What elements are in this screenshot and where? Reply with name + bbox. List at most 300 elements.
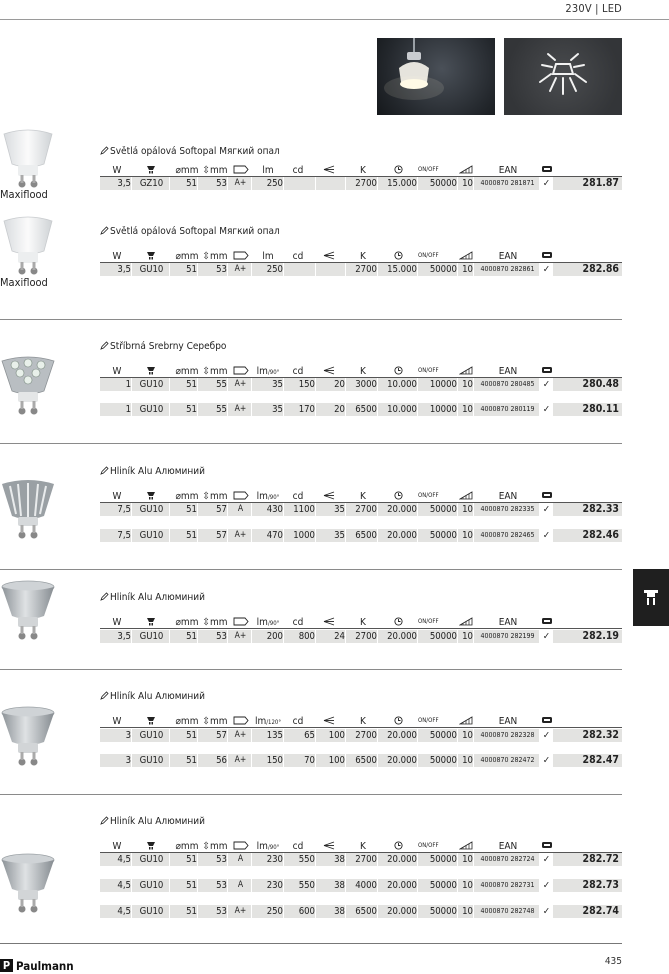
cell-pack: 10 (460, 503, 474, 516)
col-onoff: ON/OFF (418, 717, 439, 724)
cell-dia: 51 (172, 754, 198, 767)
pencil-icon (100, 146, 110, 157)
cell-k: 2700 (348, 853, 378, 866)
cell-k: 6500 (348, 403, 378, 416)
cell-w: 7,5 (100, 529, 132, 542)
cell-ean: 4000870 282748 (476, 905, 540, 918)
cell-ean: 4000870 282328 (476, 729, 540, 742)
cell-check: ✓ (540, 503, 553, 516)
pencil-icon (100, 592, 110, 603)
cell-len: 56 (200, 754, 228, 767)
cell-ean: 4000870 282335 (476, 503, 540, 516)
cell-k: 3000 (348, 378, 378, 391)
cell-cd: 800 (286, 630, 316, 643)
spotlight-icon (633, 569, 669, 626)
col-onoff: ON/OFF (418, 492, 439, 499)
cell-angle: 38 (318, 905, 346, 918)
finish-title (100, 146, 280, 157)
col-onoff: ON/OFF (418, 252, 439, 259)
cell-pack: 10 (460, 905, 474, 918)
col-ean: EAN (498, 617, 518, 628)
cell-dia: 51 (172, 378, 198, 391)
cell-cd: 550 (286, 879, 316, 892)
cell-check: ✓ (540, 529, 553, 542)
cell-dia: 51 (172, 729, 198, 742)
cell-len: 53 (200, 905, 228, 918)
cell-price[interactable]: 280.48 (556, 378, 619, 391)
cell-socket: GZ10 (134, 177, 170, 190)
cell-onoff: 50000 (420, 879, 458, 892)
cell-lm: 250 (254, 263, 284, 276)
col-onoff: ON/OFF (418, 367, 439, 374)
cell-onoff: 50000 (420, 263, 458, 276)
cell-lm: 250 (254, 905, 284, 918)
cell-life: 20.000 (380, 503, 418, 516)
cell-dia: 51 (172, 905, 198, 918)
cell-check: ✓ (540, 177, 553, 190)
col-lm-label: lm (256, 841, 268, 852)
finish-title (100, 341, 226, 352)
col-w: W (112, 491, 122, 502)
cell-lm: 430 (254, 503, 284, 516)
cell-len: 53 (200, 630, 228, 643)
cell-angle (318, 177, 346, 190)
cell-dia: 51 (172, 853, 198, 866)
product-group (100, 226, 622, 275)
cell-ean: 4000870 282199 (476, 630, 540, 643)
cell-len: 55 (200, 378, 228, 391)
cell-k: 2700 (348, 263, 378, 276)
finish-title (100, 816, 205, 827)
cell-socket: GU10 (134, 503, 170, 516)
col-len-label: ⇳mm (202, 165, 228, 176)
cell-angle: 100 (318, 729, 346, 742)
cell-price[interactable]: 282.32 (556, 729, 619, 742)
product-bulb-image (0, 355, 56, 425)
cell-life: 10.000 (380, 403, 418, 416)
cell-life: 15.000 (380, 177, 418, 190)
category-tab[interactable] (633, 569, 669, 626)
cell-lm: 135 (254, 729, 284, 742)
col-len-label: ⇳mm (202, 251, 228, 262)
cell-angle: 38 (318, 853, 346, 866)
cell-pack: 10 (460, 378, 474, 391)
col-lm-label: lm (262, 251, 274, 262)
cell-w: 4,5 (100, 853, 132, 866)
col-dia-label: ⌀mm (175, 491, 199, 502)
cell-cd: 170 (286, 403, 316, 416)
col-lm-label: lm (254, 716, 267, 727)
finish-title-text: Světlá opálová Softopal Мягкий опал (110, 146, 280, 157)
pendant-lamp-illustration (377, 38, 495, 115)
group-divider (0, 794, 622, 795)
beam-spread-icon-panel (504, 38, 622, 115)
col-w: W (112, 251, 122, 262)
product-model-name: Maxiflood (0, 188, 48, 201)
pencil-icon (100, 341, 110, 352)
cell-energy: A (230, 853, 252, 866)
col-len-label: ⇳mm (202, 491, 228, 502)
col-len-label: ⇳mm (202, 716, 228, 727)
product-bulb-image (0, 853, 56, 923)
group-divider (0, 569, 622, 570)
col-k: K (360, 366, 366, 377)
cell-check: ✓ (540, 879, 553, 892)
finish-title (100, 691, 205, 702)
table-row[interactable] (100, 403, 622, 416)
pencil-icon (100, 691, 110, 702)
product-group (100, 341, 622, 415)
cell-k: 4000 (348, 879, 378, 892)
cell-angle: 35 (318, 529, 346, 542)
product-group (100, 691, 622, 766)
col-k: K (360, 491, 366, 502)
col-dia-label: ⌀mm (175, 165, 199, 176)
cell-k: 2700 (348, 630, 378, 643)
finish-title-text: Světlá opálová Softopal Мягкий опал (110, 226, 280, 237)
col-onoff: ON/OFF (418, 618, 439, 625)
col-cd: cd (292, 366, 304, 377)
col-lm-unit: /90° (267, 620, 280, 627)
cell-k: 2700 (348, 729, 378, 742)
col-dia-label: ⌀mm (175, 841, 199, 852)
cell-life: 20.000 (380, 754, 418, 767)
cell-pack: 10 (460, 879, 474, 892)
cell-len: 57 (200, 529, 228, 542)
col-cd: cd (292, 617, 304, 628)
pencil-icon (100, 466, 110, 477)
table-row[interactable] (100, 529, 622, 542)
cell-cd: 550 (286, 853, 316, 866)
col-lm-label: lm (256, 366, 268, 377)
cell-k: 6500 (348, 529, 378, 542)
cell-ean: 4000870 282724 (476, 853, 540, 866)
col-ean: EAN (498, 491, 518, 502)
cell-check: ✓ (540, 729, 553, 742)
col-lm-unit: /90° (267, 494, 280, 501)
cell-energy: A+ (230, 630, 252, 643)
cell-price[interactable]: 282.46 (556, 529, 619, 542)
col-k: K (360, 841, 366, 852)
col-w: W (112, 841, 122, 852)
cell-socket: GU10 (134, 905, 170, 918)
cell-life: 20.000 (380, 630, 418, 643)
cell-lm: 35 (254, 378, 284, 391)
col-dia-label: ⌀mm (175, 251, 199, 262)
cell-check: ✓ (540, 905, 553, 918)
cell-cd: 150 (286, 378, 316, 391)
col-k: K (360, 165, 366, 176)
table-row[interactable] (100, 754, 622, 767)
cell-energy: A+ (230, 754, 252, 767)
cell-len: 57 (200, 729, 228, 742)
col-ean: EAN (498, 165, 518, 176)
cell-w: 1 (100, 378, 132, 391)
cell-w: 3,5 (100, 263, 132, 276)
cell-pack: 10 (460, 263, 474, 276)
cell-energy: A+ (230, 729, 252, 742)
cell-angle: 38 (318, 879, 346, 892)
cell-life: 20.000 (380, 853, 418, 866)
cell-energy: A+ (230, 905, 252, 918)
cell-onoff: 50000 (420, 503, 458, 516)
cell-angle (318, 263, 346, 276)
cell-price[interactable]: 281.87 (556, 177, 619, 190)
cell-life: 20.000 (380, 905, 418, 918)
cell-cd: 65 (286, 729, 316, 742)
table-row[interactable] (100, 853, 622, 866)
cell-energy: A+ (230, 529, 252, 542)
group-divider (0, 443, 622, 444)
cell-price[interactable]: 282.33 (556, 503, 619, 516)
finish-title-text: Hliník Alu Алюминий (110, 466, 205, 477)
cell-angle: 24 (318, 630, 346, 643)
table-row[interactable] (100, 503, 622, 516)
cell-check: ✓ (540, 754, 553, 767)
finish-title-text: Hliník Alu Алюминий (110, 691, 205, 702)
col-lm-unit: /90° (267, 369, 280, 376)
cell-life: 20.000 (380, 879, 418, 892)
light-beam-icon (504, 38, 622, 115)
cell-ean: 4000870 282861 (476, 263, 540, 276)
cell-price[interactable]: 282.73 (556, 879, 619, 892)
col-ean: EAN (498, 716, 518, 727)
cell-life: 20.000 (380, 729, 418, 742)
cell-dia: 51 (172, 879, 198, 892)
cell-price[interactable]: 282.19 (556, 630, 619, 643)
cell-angle: 20 (318, 403, 346, 416)
col-len-label: ⇳mm (202, 366, 228, 377)
group-divider (0, 319, 622, 320)
cell-onoff: 10000 (420, 403, 458, 416)
cell-energy: A+ (230, 378, 252, 391)
col-lm-label: lm (256, 491, 268, 502)
cell-w: 4,5 (100, 905, 132, 918)
cell-onoff: 50000 (420, 177, 458, 190)
brand-name: Paulmann (16, 958, 74, 973)
cell-check: ✓ (540, 378, 553, 391)
col-dia-label: ⌀mm (175, 617, 199, 628)
col-k: K (360, 617, 366, 628)
cell-k: 2700 (348, 503, 378, 516)
cell-life: 20.000 (380, 529, 418, 542)
cell-onoff: 50000 (420, 754, 458, 767)
finish-title-text: Stříbrná Srebrny Серебро (110, 341, 227, 352)
cell-dia: 51 (172, 403, 198, 416)
col-lm-unit: /90° (267, 844, 280, 851)
product-group (100, 816, 622, 917)
cell-price[interactable]: 282.72 (556, 853, 619, 866)
cell-onoff: 50000 (420, 630, 458, 643)
cell-check: ✓ (540, 403, 553, 416)
product-group (100, 146, 622, 189)
cell-cd: 70 (286, 754, 316, 767)
cell-cd: 600 (286, 905, 316, 918)
finish-title-text: Hliník Alu Алюминий (110, 816, 205, 827)
pencil-icon (100, 226, 110, 237)
cell-price[interactable]: 282.86 (556, 263, 619, 276)
cell-cd: 1100 (286, 503, 316, 516)
cell-w: 3,5 (100, 177, 132, 190)
pencil-icon (100, 816, 110, 827)
cell-dia: 51 (172, 529, 198, 542)
header-divider (0, 19, 669, 20)
cell-lm: 250 (254, 177, 284, 190)
col-lm-unit: /120° (266, 719, 282, 726)
product-group (100, 466, 622, 541)
cell-k: 6500 (348, 754, 378, 767)
col-dia-label: ⌀mm (175, 366, 199, 377)
col-lm-label: lm (262, 165, 274, 176)
cell-onoff: 50000 (420, 729, 458, 742)
table-row[interactable] (100, 729, 622, 742)
cell-cd (286, 263, 316, 276)
cell-len: 53 (200, 879, 228, 892)
cell-ean: 4000870 280485 (476, 378, 540, 391)
col-cd: cd (292, 165, 304, 176)
col-cd: cd (292, 251, 304, 262)
col-len-label: ⇳mm (202, 841, 228, 852)
cell-len: 55 (200, 403, 228, 416)
cell-onoff: 50000 (420, 905, 458, 918)
cell-k: 2700 (348, 177, 378, 190)
col-ean: EAN (498, 366, 518, 377)
product-bulb-image (0, 580, 56, 650)
cell-check: ✓ (540, 853, 553, 866)
cell-price[interactable]: 280.11 (556, 403, 619, 416)
cell-socket: GU10 (134, 263, 170, 276)
col-cd: cd (292, 841, 304, 852)
col-k: K (360, 716, 366, 727)
cell-socket: GU10 (134, 729, 170, 742)
cell-energy: A (230, 503, 252, 516)
cell-energy: A+ (230, 263, 252, 276)
cell-energy: A+ (230, 177, 252, 190)
cell-dia: 51 (172, 630, 198, 643)
brand-logo (0, 955, 74, 973)
table-row[interactable] (100, 378, 622, 391)
col-ean: EAN (498, 841, 518, 852)
table-row[interactable] (100, 630, 622, 643)
col-ean: EAN (498, 251, 518, 262)
cell-energy: A (230, 879, 252, 892)
cell-check: ✓ (540, 263, 553, 276)
cell-w: 4,5 (100, 879, 132, 892)
page-header-title: 230V | LED (565, 2, 622, 15)
cell-pack: 10 (460, 630, 474, 643)
cell-pack: 10 (460, 754, 474, 767)
cell-ean: 4000870 280119 (476, 403, 540, 416)
footer-divider (0, 943, 622, 944)
finish-title (100, 226, 280, 237)
cell-life: 10.000 (380, 378, 418, 391)
finish-title (100, 592, 205, 603)
cell-w: 3,5 (100, 630, 132, 643)
product-bulb-image (0, 478, 56, 548)
cell-ean: 4000870 282465 (476, 529, 540, 542)
cell-price[interactable]: 282.74 (556, 905, 619, 918)
cell-dia: 51 (172, 263, 198, 276)
table-row[interactable] (100, 905, 622, 918)
cell-angle: 35 (318, 503, 346, 516)
table-row[interactable] (100, 177, 622, 190)
product-bulb-image (0, 706, 56, 776)
cell-angle: 100 (318, 754, 346, 767)
col-onoff: ON/OFF (418, 166, 439, 173)
col-k: K (360, 251, 366, 262)
cell-k: 6500 (348, 905, 378, 918)
cell-onoff: 50000 (420, 529, 458, 542)
cell-len: 53 (200, 177, 228, 190)
brand-logo-mark: P (0, 959, 13, 972)
col-lm-label: lm (256, 617, 268, 628)
cell-lm: 230 (254, 853, 284, 866)
cell-pack: 10 (460, 853, 474, 866)
cell-price[interactable]: 282.47 (556, 754, 619, 767)
cell-len: 53 (200, 263, 228, 276)
cell-check: ✓ (540, 630, 553, 643)
col-w: W (112, 617, 122, 628)
table-row[interactable] (100, 879, 622, 892)
col-w: W (112, 716, 122, 727)
col-len-label: ⇳mm (202, 617, 228, 628)
cell-socket: GU10 (134, 378, 170, 391)
col-w: W (112, 366, 122, 377)
cell-socket: GU10 (134, 853, 170, 866)
cell-life: 15.000 (380, 263, 418, 276)
cell-angle: 20 (318, 378, 346, 391)
cell-socket: GU10 (134, 403, 170, 416)
col-w: W (112, 165, 122, 176)
product-bulb-image (0, 215, 56, 285)
cell-socket: GU10 (134, 879, 170, 892)
cell-dia: 51 (172, 177, 198, 190)
col-cd: cd (292, 716, 304, 727)
group-divider (0, 669, 622, 670)
col-dia-label: ⌀mm (175, 716, 199, 727)
cell-pack: 10 (460, 529, 474, 542)
cell-ean: 4000870 282472 (476, 754, 540, 767)
header-underline (100, 628, 622, 629)
page-number: 435 (604, 956, 622, 967)
cell-cd (286, 177, 316, 190)
cell-len: 57 (200, 503, 228, 516)
cell-socket: GU10 (134, 529, 170, 542)
cell-w: 3 (100, 754, 132, 767)
cell-w: 1 (100, 403, 132, 416)
col-cd: cd (292, 491, 304, 502)
cell-w: 7,5 (100, 503, 132, 516)
table-row[interactable] (100, 263, 622, 276)
header-underline (100, 727, 622, 728)
cell-onoff: 10000 (420, 378, 458, 391)
product-model-name: Maxiflood (0, 276, 48, 289)
cell-lm: 230 (254, 879, 284, 892)
cell-lm: 470 (254, 529, 284, 542)
cell-lm: 200 (254, 630, 284, 643)
cell-w: 3 (100, 729, 132, 742)
finish-title (100, 466, 205, 477)
col-onoff: ON/OFF (418, 842, 439, 849)
cell-socket: GU10 (134, 754, 170, 767)
finish-title-text: Hliník Alu Алюминий (110, 592, 205, 603)
cell-pack: 10 (460, 729, 474, 742)
cell-len: 53 (200, 853, 228, 866)
cell-ean: 4000870 282731 (476, 879, 540, 892)
cell-dia: 51 (172, 503, 198, 516)
product-group (100, 592, 622, 642)
product-photo-lamp (377, 38, 495, 115)
